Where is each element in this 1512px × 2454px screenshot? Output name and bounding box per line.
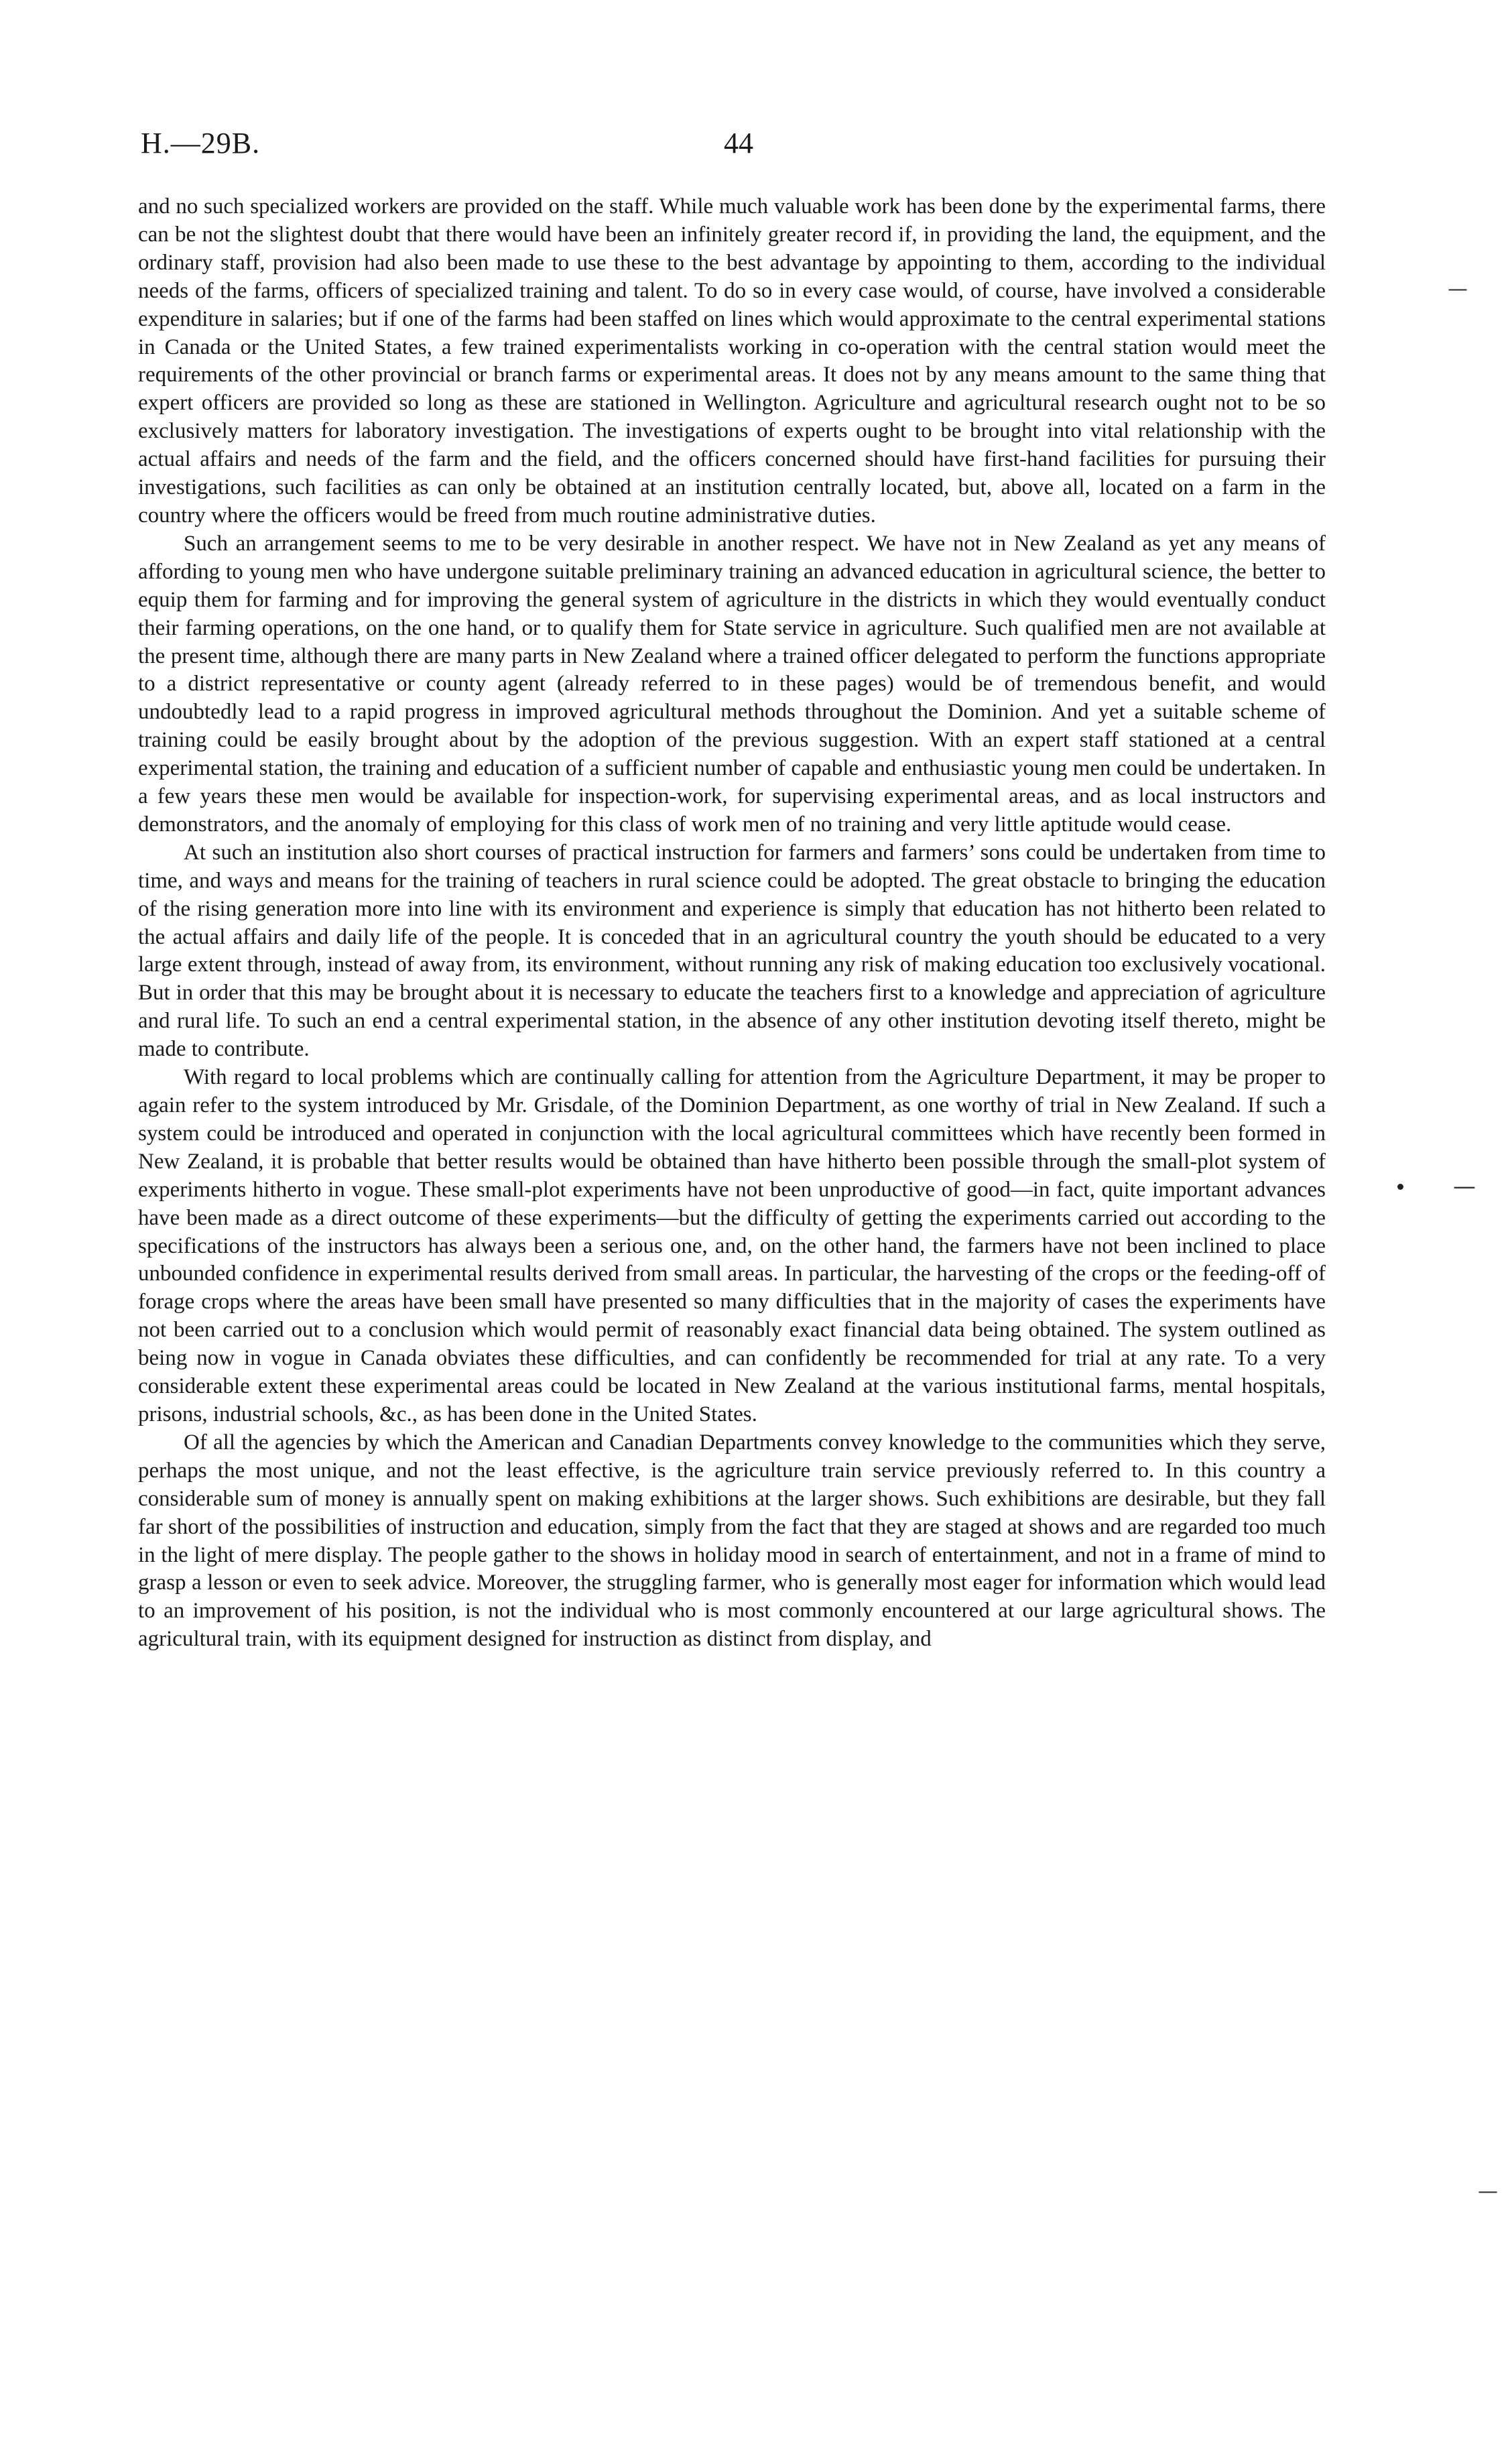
margin-mark: — [1448, 278, 1468, 301]
margin-mark: — [1453, 1173, 1476, 1200]
paragraph-2: Such an arrangement seems to me to be very desirable in another respect. We have not in New Zealand as yet any means of affording to young men who have undergone suitable preliminary training an advanced education in agricultural science, the better to equip them for farming and for improving the general system of agriculture in the districts in which they would eventually conduct their farming operations, on the one hand, or to qualify them for State service in agriculture. Such qualified men are not available at the present time, although there are many parts in New Zealand where a trained officer delegated to perform the functions appropriate to a district representative or county agent (already referred to in these pages) would be of tremendous benefit, and would undoubtedly lead to a rapid progress in improved agricultural methods throughout the Dominion. And yet a suitable scheme of training could be easily brought about by the adoption of the previous suggestion. With an expert staff stationed at a central experimental station, the training and education of a sufficient number of capable and enthusiastic young men could be undertaken. In a few years these men would be available for inspection-work, for supervising experimental areas, and as local instructors and demonstrators, and the anomaly of employing for this class of work men of no training and very little aptitude would cease. [138, 531, 1326, 837]
paragraph-5: Of all the agencies by which the American and Canadian Departments convey knowledge to the communities which they serve, perhaps the most unique, and not the least effective, is the agriculture train service previously referred to. In this country a considerable sum of money is annually spent on making exhibitions at the larger shows. Such exhibitions are desirable, but they fall far short of the possibilities of instruction and education, simply from the fact that they are staged at shows and are regarded too much in the light of mere display. The people gather to the shows in holiday mood in search of entertainment, and not in a frame of mind to grasp a lesson or even to seek advice. Moreover, the struggling farmer, who is generally most eager for information which would lead to an improvement of his position, is not the individual who is most commonly encountered at our large agricultural shows. The agricultural train, with its equipment designed for instruction as distinct from display, and [138, 1430, 1326, 1652]
document-reference: H.—29B. [141, 127, 261, 160]
paragraph-4: With regard to local problems which are continually calling for attention from the Agriculture Department, it may be proper to again refer to the system introduced by Mr. Grisdale, of the Dominion Department, as one worthy of trial in New Zealand. If such a system could be introduced and operated in conjunction with the local agricultural committees which have recently been formed in New Zealand, it is probable that better results would be obtained than have hitherto been possible through the small-plot system of experiments hitherto in vogue. These small-plot experiments have not been unproductive of good—in fact, quite important advances have been made as a direct outcome of these experiments—but the difficulty of getting the experiments carried out according to the specifications of the instructors has always been a serious one, and, on the other hand, the farmers have not been inclined to place unbounded confidence in experimental results derived from small areas. In particular, the harvesting of the crops or the feeding-off of forage crops where the areas have been small have presented so many difficulties that in the majority of cases the experiments have not been carried out to a conclusion which would permit of reasonably exact financial data being obtained. The system outlined as being now in vogue in Canada obviates these difficulties, and can confidently be recommended for trial at any rate. To a very considerable extent these experimental areas could be located in New Zealand at the various institutional farms, mental hospitals, prisons, industrial schools, &c., as has been done in the United States. [138, 1065, 1326, 1426]
paragraph-1: and no such specialized workers are provided on the staff. While much valuable work has been done by the experimental farms, there can be not the slightest doubt that there would have been an infinitely greater record if, in providing the land, the equipment, and the ordinary staff, provision had also been made to use these to the best advantage by appointing to them, according to the individual needs of the farms, officers of specialized training and talent. To do so in every case would, of course, have involved a considerable expenditure in salaries; but if one of the farms had been staffed on lines which would approximate to the central experimental stations in Canada or the United States, a few trained experimentalists working in co-operation with the central station would meet the requirements of the other provincial or branch farms or experimental areas. It does not by any means amount to the same thing that expert officers are provided so long as these are stationed in Wellington. Agriculture and agricultural research ought not to be so exclusively matters for laboratory investigation. The investigations of experts ought to be brought into vital relationship with the actual affairs and needs of the farm and the field, and the officers concerned should have first-hand facilities for pursuing their investigations, such facilities as can only be obtained at an institution centrally located, but, above all, located on a farm in the country where the officers would be freed from much routine administrative duties. [138, 194, 1326, 528]
body-text [138, 193, 1326, 1654]
margin-dot [1397, 1184, 1403, 1190]
paragraph-3: At such an institution also short courses of practical instruction for farmers and farmers’ sons could be undertaken from time to time, and ways and means for the training of teachers in rural science could be adopted. The great obstacle to bringing the education of the rising generation more into line with its environment and experience is simply that education has not hitherto been related to the actual affairs and daily life of the people. It is conceded that in an agricultural country the youth should be educated to a very large extent through, instead of away from, its environment, without running any risk of making education too exclusively vocational. But in order that this may be brought about it is necessary to educate the teachers first to a knowledge and appreciation of agriculture and rural life. To such an end a central experimental station, in the absence of any other institution devoting itself thereto, might be made to contribute. [138, 840, 1326, 1062]
page-header [141, 126, 1320, 166]
margin-mark: — [1478, 2180, 1498, 2203]
page-number: 44 [724, 127, 753, 160]
